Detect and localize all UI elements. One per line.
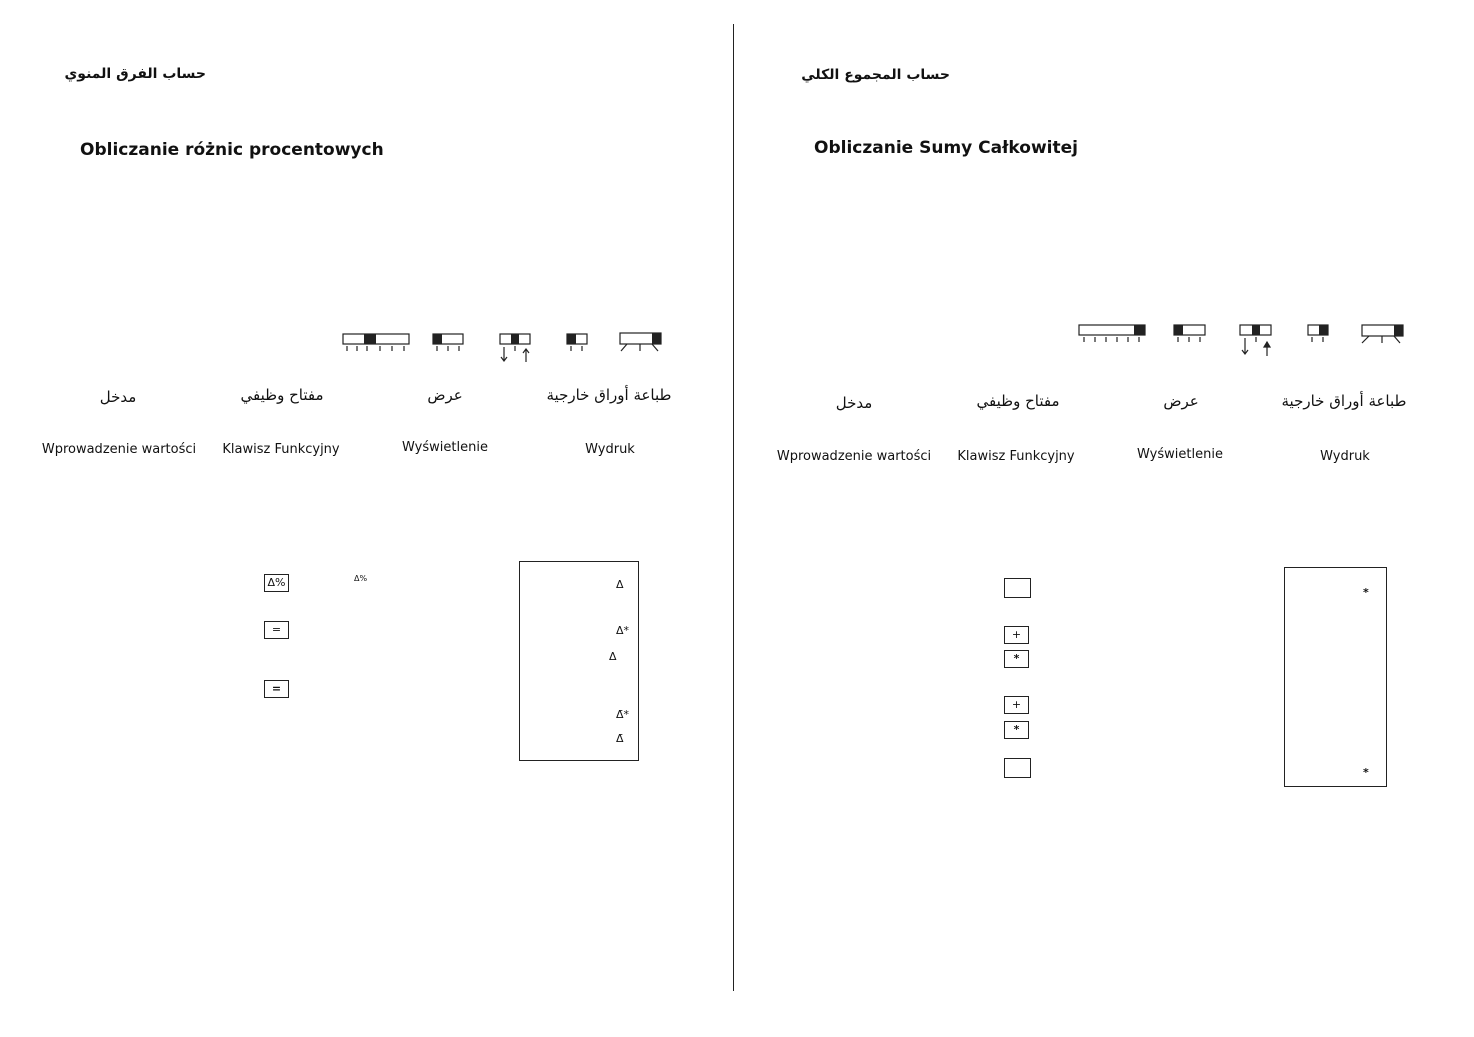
item-count-icon (567, 334, 587, 351)
decimal-selector-icon (1079, 325, 1145, 342)
left-arabic-title: حساب الفرق المنوي (64, 66, 206, 82)
delta-percent-key[interactable]: Δ% (264, 574, 289, 592)
right-display-label-ar: عرض (1163, 392, 1199, 410)
right-display-label: Wyświetlenie (1137, 447, 1223, 462)
rounding-selector-icon (433, 334, 463, 351)
right-arabic-title: حساب المجموع الكلي (801, 67, 950, 83)
right-function-label: Klawisz Funkcyjny (957, 449, 1075, 464)
left-display-label-ar: عرض (427, 386, 463, 404)
display-delta-percent-indicator: Δ% (354, 574, 368, 583)
rounding-selector-icon (1174, 325, 1205, 342)
equals-key[interactable]: = (264, 621, 289, 639)
blank-key[interactable] (1004, 758, 1031, 778)
tape-symbol: Δ* (616, 624, 630, 637)
tape-symbol: Δ (616, 578, 624, 591)
multiply-key[interactable]: * (1004, 721, 1029, 739)
round-direction-icon (1240, 325, 1271, 356)
left-input-label: Wprowadzenie wartości (41, 442, 197, 457)
right-settings-icons (1076, 322, 1416, 362)
item-count-icon (1308, 325, 1328, 342)
equals-key[interactable]: = (264, 680, 289, 698)
left-function-label: Klawisz Funkcyjny (222, 442, 340, 457)
tape-symbol: * (1363, 766, 1369, 779)
left-function-label-ar: مفتاح وظيفي (240, 386, 324, 404)
left-print-label: Wydruk (585, 442, 635, 457)
right-page-title: Obliczanie Sumy Całkowitej (814, 138, 1078, 158)
decimal-selector-icon (343, 334, 409, 351)
tape-symbol: Δ̄ (616, 732, 624, 745)
print-mode-icon (620, 333, 661, 351)
plus-key[interactable]: + (1004, 626, 1029, 644)
page-divider (733, 24, 734, 991)
right-print-label-ar: طباعة أوراق خارجية (1281, 392, 1407, 410)
left-print-label-ar: طباعة أوراق خارجية (546, 386, 672, 404)
tape-symbol: Δ̄* (616, 708, 630, 721)
blank-key[interactable] (1004, 578, 1031, 598)
multiply-key[interactable]: * (1004, 650, 1029, 668)
print-mode-icon (1362, 325, 1403, 343)
left-page-title: Obliczanie różnic procentowych (80, 140, 384, 160)
right-print-label: Wydruk (1320, 449, 1370, 464)
printout-tape (1284, 567, 1387, 787)
tape-symbol: * (1363, 586, 1369, 599)
plus-key[interactable]: + (1004, 696, 1029, 714)
left-display-label: Wyświetlenie (402, 440, 488, 455)
left-settings-icons (340, 330, 670, 370)
printout-tape (519, 561, 639, 761)
right-function-label-ar: مفتاح وظيفي (976, 392, 1060, 410)
left-input-label-ar: مدخل (99, 388, 137, 406)
right-input-label-ar: مدخل (835, 394, 873, 412)
right-input-label: Wprowadzenie wartości (776, 449, 932, 464)
round-direction-icon (500, 334, 530, 362)
tape-symbol: Δ (609, 650, 617, 663)
